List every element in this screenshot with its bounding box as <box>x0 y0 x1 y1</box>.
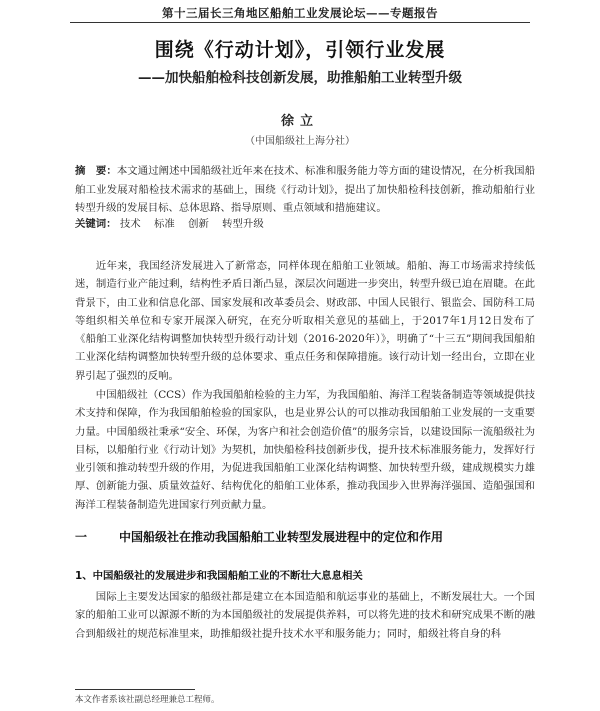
keywords-label: 关键词： <box>75 218 117 230</box>
body-paragraph: 中国船级社（CCS）作为我国船舶检验的主力军，为我国船舶、海洋工程装备制造等领域提供技术支持和保障，作为我国船舶检验的国家队，也是业界公认的可以推动我国船舶工业发展的一支重要力量。中国船级社秉承“安全、环保，为客户和社会创造价值”的服务宗旨，以建设国际一流船级社为目标，以船舶行业《行动计划》为契机，加快船检科技创新步伐，提升技术标准服务能力，发挥好行业引领和推动转型升级的作用，为促进我国船舶工业深化结构调整、加快转型升级，建成规模实力雄厚、创新能力强、质量效益好、结构优化的船舶工业体系，推动我国步入世界海洋强国、造船强国和海洋工程装备制造先进国家行列贡献力量。 <box>75 389 535 511</box>
paper-title: 围绕《行动计划》，引领行业发展 <box>154 39 446 61</box>
keywords <box>75 217 535 231</box>
abstract-text: 本文通过阐述中国船级社近年来在技术、标准和服务能力等方面的建设情况，在分析我国船舶工业发展对船检技术需求的基础上，围绕《行动计划》，提出了加快船检科技创新，推动船舶行业转型升级的发展目标、总体思路、指导原则、重点领域和措施建议。 <box>75 165 535 214</box>
abstract-label: 摘 要： <box>75 165 117 177</box>
body-paragraph: 国际上主要发达国家的船级社都是建立在本国造船和航运事业的基础上，不断发展壮大。一个国家的船舶工业可以源源不断的为本国船级社的发展提供养料，可以将先进的技术和研究成果不断的融合到船级社的规范标准里来，助推船级社提升技术水平和服务能力；同时，船级社将自身的科 <box>75 591 535 640</box>
body-paragraph: 近年来，我国经济发展进入了新常态，同样体现在船舶工业领域。船舶、海工市场需求持续低迷，制造行业产能过剩，结构性矛盾日渐凸显，深层次问题进一步突出，转型升级已迫在眉睫。在此背景下，由工业和信息化部、国家发展和改革委员会、财政部、中国人民银行、银监会、国防科工局等组织相关单位和专家开展深入研究，在充分听取相关意见的基础上，于2017年1月12日发布了《船舶工业深化结构调整加快转型升级行动计划（2016-2020年）》，明确了“十三五”期间我国船舶工业深化结构调整加快转型升级的总体要求、重点任务和保障措施。该行动计划一经出台，立即在业界引起了强烈的反响。 <box>75 260 535 382</box>
footnote: 本文作者系该社副总经理兼总工程师。 <box>75 695 220 705</box>
abstract <box>75 162 535 218</box>
keyword: 转型升级 <box>222 218 264 230</box>
section-number: 一 <box>75 530 88 544</box>
footnote-rule <box>75 689 195 690</box>
header-rule <box>70 22 530 23</box>
running-header: 第十三届长三角地区船舶工业发展论坛——专题报告 <box>162 6 438 20</box>
subsection-heading: 1、中国船级社的发展进步和我国船舶工业的不断壮大息息相关 <box>75 570 363 582</box>
affiliation: （中国船级社上海分社） <box>245 136 355 147</box>
section-heading <box>75 528 545 545</box>
keyword: 技术 <box>119 218 141 230</box>
section-title: 中国船级社在推动我国船舶工业转型发展进程中的定位和作用 <box>119 530 444 544</box>
author: 徐立 <box>280 114 319 129</box>
paper-subtitle: ——加快船舶检科技创新发展，助推船舶工业转型升级 <box>138 70 462 86</box>
keyword: 创新 <box>188 218 209 230</box>
keyword: 标准 <box>153 218 175 230</box>
